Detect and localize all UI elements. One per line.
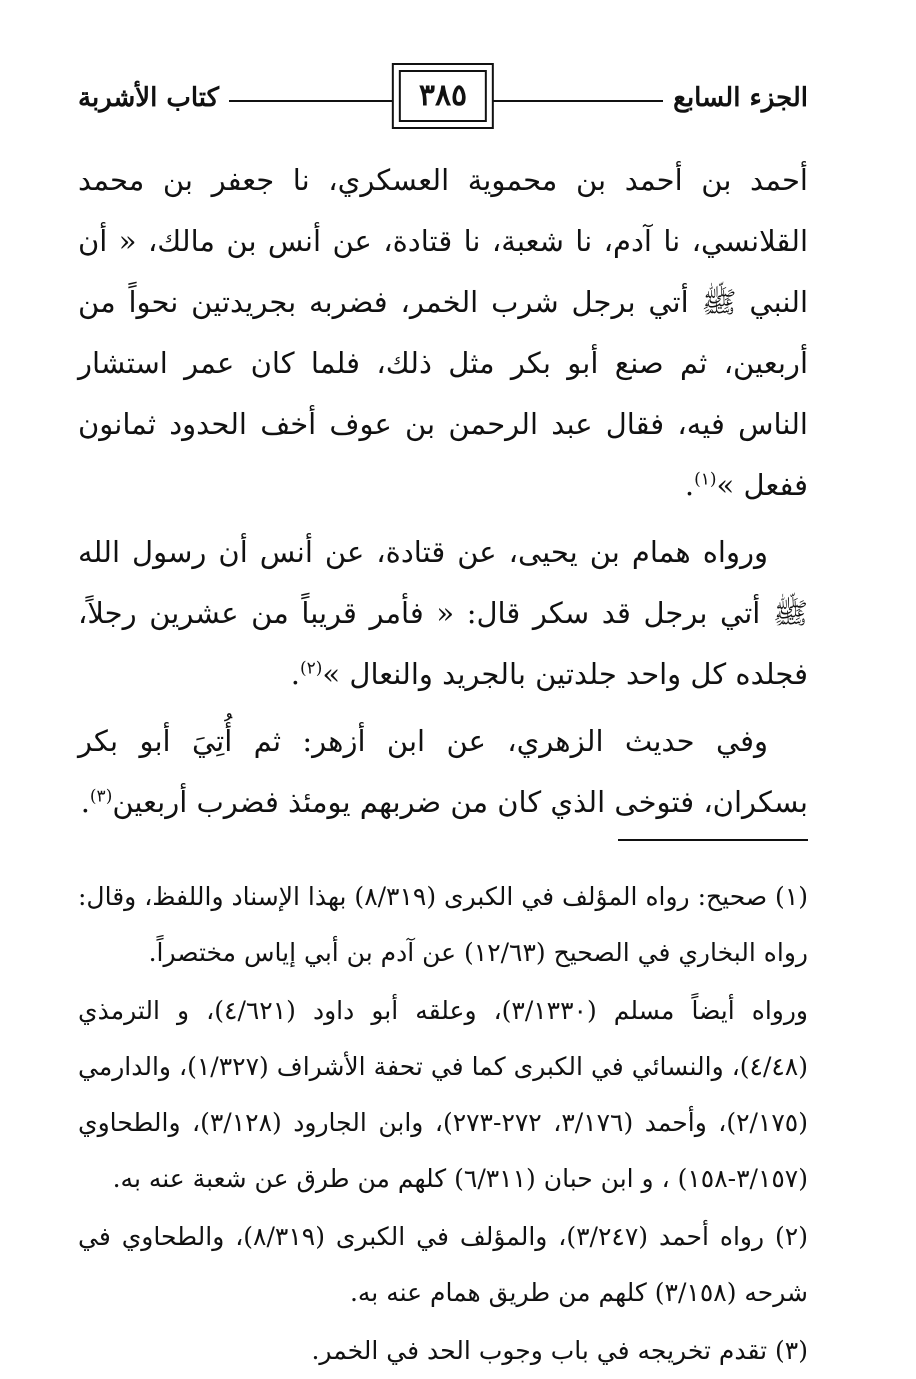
- volume-title: الجزء السابع: [663, 80, 808, 116]
- footnote-3-text: تقدم تخريجه في باب وجوب الحد في الخمر.: [311, 1336, 768, 1365]
- footnote-1-number: (١): [775, 882, 809, 911]
- footnote-3: [78, 1323, 808, 1379]
- page-header: [78, 60, 808, 130]
- footnote-1-text: صحيح: رواه المؤلف في الكبرى (٨/٣١٩) بهذا الإسناد واللفظ، وقال: رواه البخاري في الصحيح (١٢/٦٣) عن آدم بن أبي إياس مختصراً.: [78, 882, 808, 967]
- chapter-title: كتاب الأشربة: [78, 80, 229, 116]
- footnote-2-text: رواه أحمد (٣/٢٤٧)، والمؤلف في الكبرى (٨/٣١٩)، والطحاوي في شرحه (٣/١٥٨) كلهم من طريق همام عنه به.: [78, 1222, 808, 1307]
- paragraph-3: [78, 711, 808, 833]
- paragraph-3-text: وفي حديث الزهري، عن ابن أزهر: ثم أُتِيَ أبو بكر بسكران، فتوخى الذي كان من ضربهم يومئذ فضرب أربعين: [78, 724, 808, 819]
- paragraph-2-text: ورواه همام بن يحيى، عن قتادة، عن أنس أن رسول الله ﷺ أتي برجل قد سكر قال: « فأمر قريباً من عشرين رجلاً، فجلده كل واحد جلدتين بالجريد والنعال »: [78, 535, 808, 691]
- footnote-ref-3: (٣): [89, 786, 113, 807]
- paragraph-2-end: .: [290, 657, 300, 691]
- footnote-1: [78, 869, 808, 981]
- footnote-3-number: (٣): [775, 1336, 808, 1365]
- footnote-separator-wrap: [78, 839, 808, 869]
- paragraph-1-end: .: [684, 468, 695, 502]
- footnote-separator: [618, 839, 808, 841]
- footnote-2: [78, 1209, 808, 1321]
- footnote-1-continued-text: ورواه أيضاً مسلم (٣/١٣٣٠)، وعلقه أبو داود (٤/٦٢١)، و الترمذي (٤/٤٨)، والنسائي في الكبرى كما في تحفة الأشراف (١/٣٢٧)، والدارمي (٢/١٧٥)، وأحمد (٣/١٧٦، ٢٧٢-٢٧٣)، وابن الجارود (٣/١٢٨)، والطحاوي (٣/١٥٧-١٥٨) ، و ابن حبان (٦/٣١١) كلهم من طرق عن شعبة عنه به.: [78, 996, 808, 1193]
- paragraph-3-end: .: [80, 785, 90, 819]
- book-page: [78, 60, 809, 1365]
- paragraph-2: [78, 522, 808, 705]
- paragraph-1-text: أحمد بن أحمد بن محموية العسكري، نا جعفر بن محمد القلانسي، نا آدم، نا شعبة، نا قتادة، عن أنس بن مالك، « أن النبي ﷺ أتي برجل شرب الخمر، فضربه بجريدتين نحواً من أربعين، ثم صنع أبو بكر مثل ذلك، فلما كان عمر استشار الناس فيه، فقال عبد الرحمن بن عوف أخف الحدود ثمانون ففعل »: [78, 163, 808, 502]
- footnote-1-continued: [78, 983, 808, 1207]
- footnote-ref-2: (٢): [299, 658, 323, 679]
- main-text: [78, 150, 808, 833]
- footnotes: [78, 869, 808, 1379]
- paragraph-1: [78, 150, 808, 516]
- footnote-2-number: (٢): [775, 1222, 808, 1251]
- footnote-ref-1: (١): [694, 469, 717, 490]
- page-number: ٣٨٥: [399, 70, 487, 122]
